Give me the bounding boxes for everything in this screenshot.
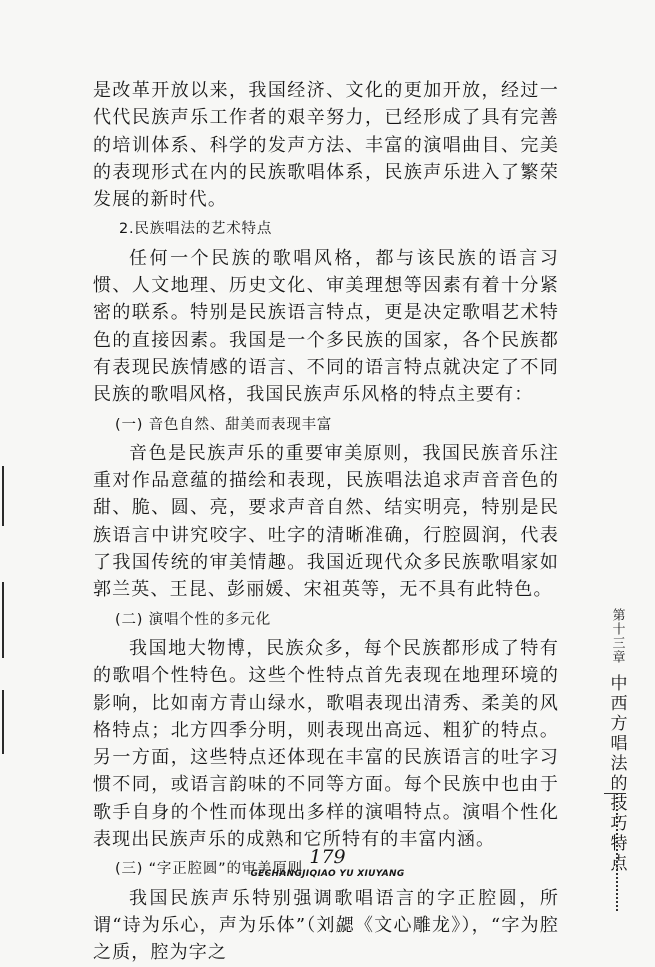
subsection-heading: (二) 演唱个性的多元化 [115,611,272,628]
scan-edge-line [2,466,4,526]
paragraph: 是改革开放以来，我国经济、文化的更加开放，经过一代代民族声乐工作者的艰辛努力，已经形成了具有完善的培训体系、科学的发声方法、丰富的演唱曲目、完美的表现形式在内的民族歌唱体系，民族声乐进入了繁荣发展的新时代。 [93,80,559,211]
paragraph: 音色是民族声乐的重要审美原则，我国民族音乐注重对作品意蕴的描绘和表现，民族唱法追求声音音色的甜、脆、圆、亮，要求声音自然、结实明亮，特别是民族语言中讲究咬字、吐字的清晰准确，行腔圆润，代表了我国传统的审美情趣。我国近现代众多民族歌唱家如郭兰英、王昆、彭丽媛、宋祖英等，无不具有此特色。 [93,442,559,601]
section-heading: 2.民族唱法的艺术特点 [119,221,273,238]
paragraph: 任何一个民族的歌唱风格，都与该民族的语言习惯、人文地理、历史文化、审美理想等因素有着十分紧密的联系。特别是民族语言特点，更是决定歌唱艺术特色的直接因素。我国是一个多民族的国家，各个民族都有表现民族情感的语言、不同的语言特点就决定了不同民族的歌唱风格，我国民族声乐风格的特点主要有： [93,247,559,406]
page-number: 179 [309,846,346,868]
subsection-heading: (三) “字正腔圆”的审美原则 [115,861,303,878]
paragraph: 我国地大物博，民族众多，每个民族都形成了特有的歌唱个性特色。这些个性特点首先表现在地理环境的影响，比如南方青山绿水，歌唱表现出清秀、柔美的风格特点；北方四季分明，则表现出高远、粗犷的特点。另一方面，这些特点还体现在丰富的民族语言的吐字习惯不同，或语言韵味的不同等方面。每个民族中也由于歌手自身的个性而体现出多样的演唱特点。演唱个性化表现出民族声乐的成熟和它所特有的丰富内涵。 [93,637,559,851]
scan-edge-line [2,690,4,754]
chapter-title: 中西方唱法的技巧特点 [606,674,627,874]
subsection-heading: (一) 音色自然、甜美而表现丰富 [115,416,333,433]
side-tab-divider [604,793,626,794]
body-text [93,77,559,967]
paragraph: 我国民族声乐特别强调歌唱语言的字正腔圆，所谓“诗为乐心，声为乐体”（刘勰《文心雕龙》），“字为腔之质，腔为字之 [93,887,559,964]
scan-edge-line [2,582,4,658]
chapter-number: 第十三章 [609,608,625,664]
running-footer: GECHANGJIQIAO YU XIUYANG [250,869,405,879]
